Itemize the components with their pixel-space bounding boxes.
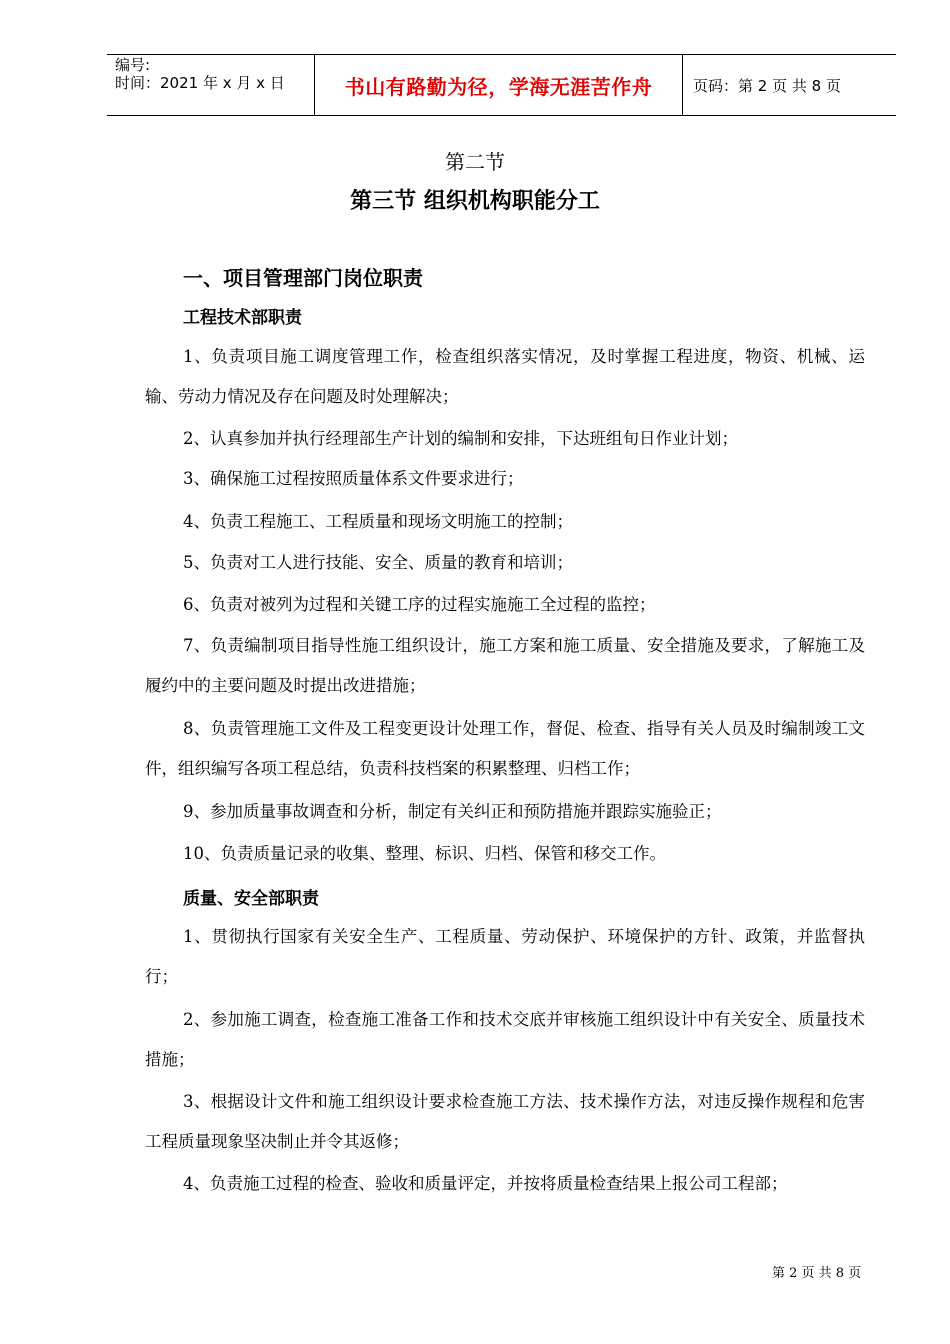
tech-item-10: 10、负责质量记录的收集、整理、标识、归档、保管和移交工作。 [183,844,666,863]
document-date-label: 时间：2021 年 x 月 x 日 [115,74,285,92]
tech-item-9: 9、参加质量事故调查和分析，制定有关纠正和预防措施并跟踪实施验正； [183,802,722,821]
heading-tech-dept: 工程技术部职责 [183,308,302,328]
heading-quality-dept: 质量、安全部职责 [183,889,319,909]
tech-item-4: 4、负责工程施工、工程质量和现场文明施工的控制； [183,512,573,531]
tech-item-6: 6、负责对被列为过程和关键工序的过程实施施工全过程的监控； [183,595,656,614]
page-footer: 第 2 页 共 8 页 [772,1266,862,1281]
quality-item-3: 3、根据设计文件和施工组织设计要求检查施工方法、技术操作方法，对违反操作规程和危害工程质量现象坚决制止并令其返修； [145,1092,865,1151]
quality-item-1: 1、贯彻执行国家有关安全生产、工程质量、劳动保护、环境保护的方针、政策，并监督执行； [145,927,865,986]
document-number-label: 编号: [115,56,151,74]
tech-item-7: 7、负责编制项目指导性施工组织设计，施工方案和施工质量、安全措施及要求，了解施工及履约中的主要问题及时提出改进措施； [145,636,865,695]
header-meta [107,55,314,115]
tech-item-5: 5、负责对工人进行技能、安全、质量的教育和培训； [183,553,573,572]
header-motto [314,55,683,115]
section-label: 第二节 [445,150,505,174]
quality-item-4: 4、负责施工过程的检查、验收和质量评定，并按将质量检查结果上报公司工程部； [183,1174,788,1193]
quality-item-2: 2、参加施工调查，检查施工准备工作和技术交底并审核施工组织设计中有关安全、质量技术措施； [145,1010,865,1069]
motto-text: 书山有路勤为径，学海无涯苦作舟 [344,74,653,99]
tech-item-1: 1、负责项目施工调度管理工作，检查组织落实情况，及时掌握工程进度，物资、机械、运输、劳动力情况及存在问题及时处理解决； [145,347,865,406]
page-title: 第三节 组织机构职能分工 [350,189,600,214]
tech-item-2: 2、认真参加并执行经理部生产计划的编制和安排，下达班组旬日作业计划； [183,429,738,448]
page-header [107,54,896,116]
heading-project-dept: 一、项目管理部门岗位职责 [183,266,423,290]
header-page-number: 页码：第 2 页 共 8 页 [693,76,841,95]
tech-item-8: 8、负责管理施工文件及工程变更设计处理工作，督促、检查、指导有关人员及时编制竣工文件，组织编写各项工程总结，负责科技档案的积累整理、归档工作； [145,719,865,778]
tech-item-3: 3、确保施工过程按照质量体系文件要求进行； [183,469,524,488]
